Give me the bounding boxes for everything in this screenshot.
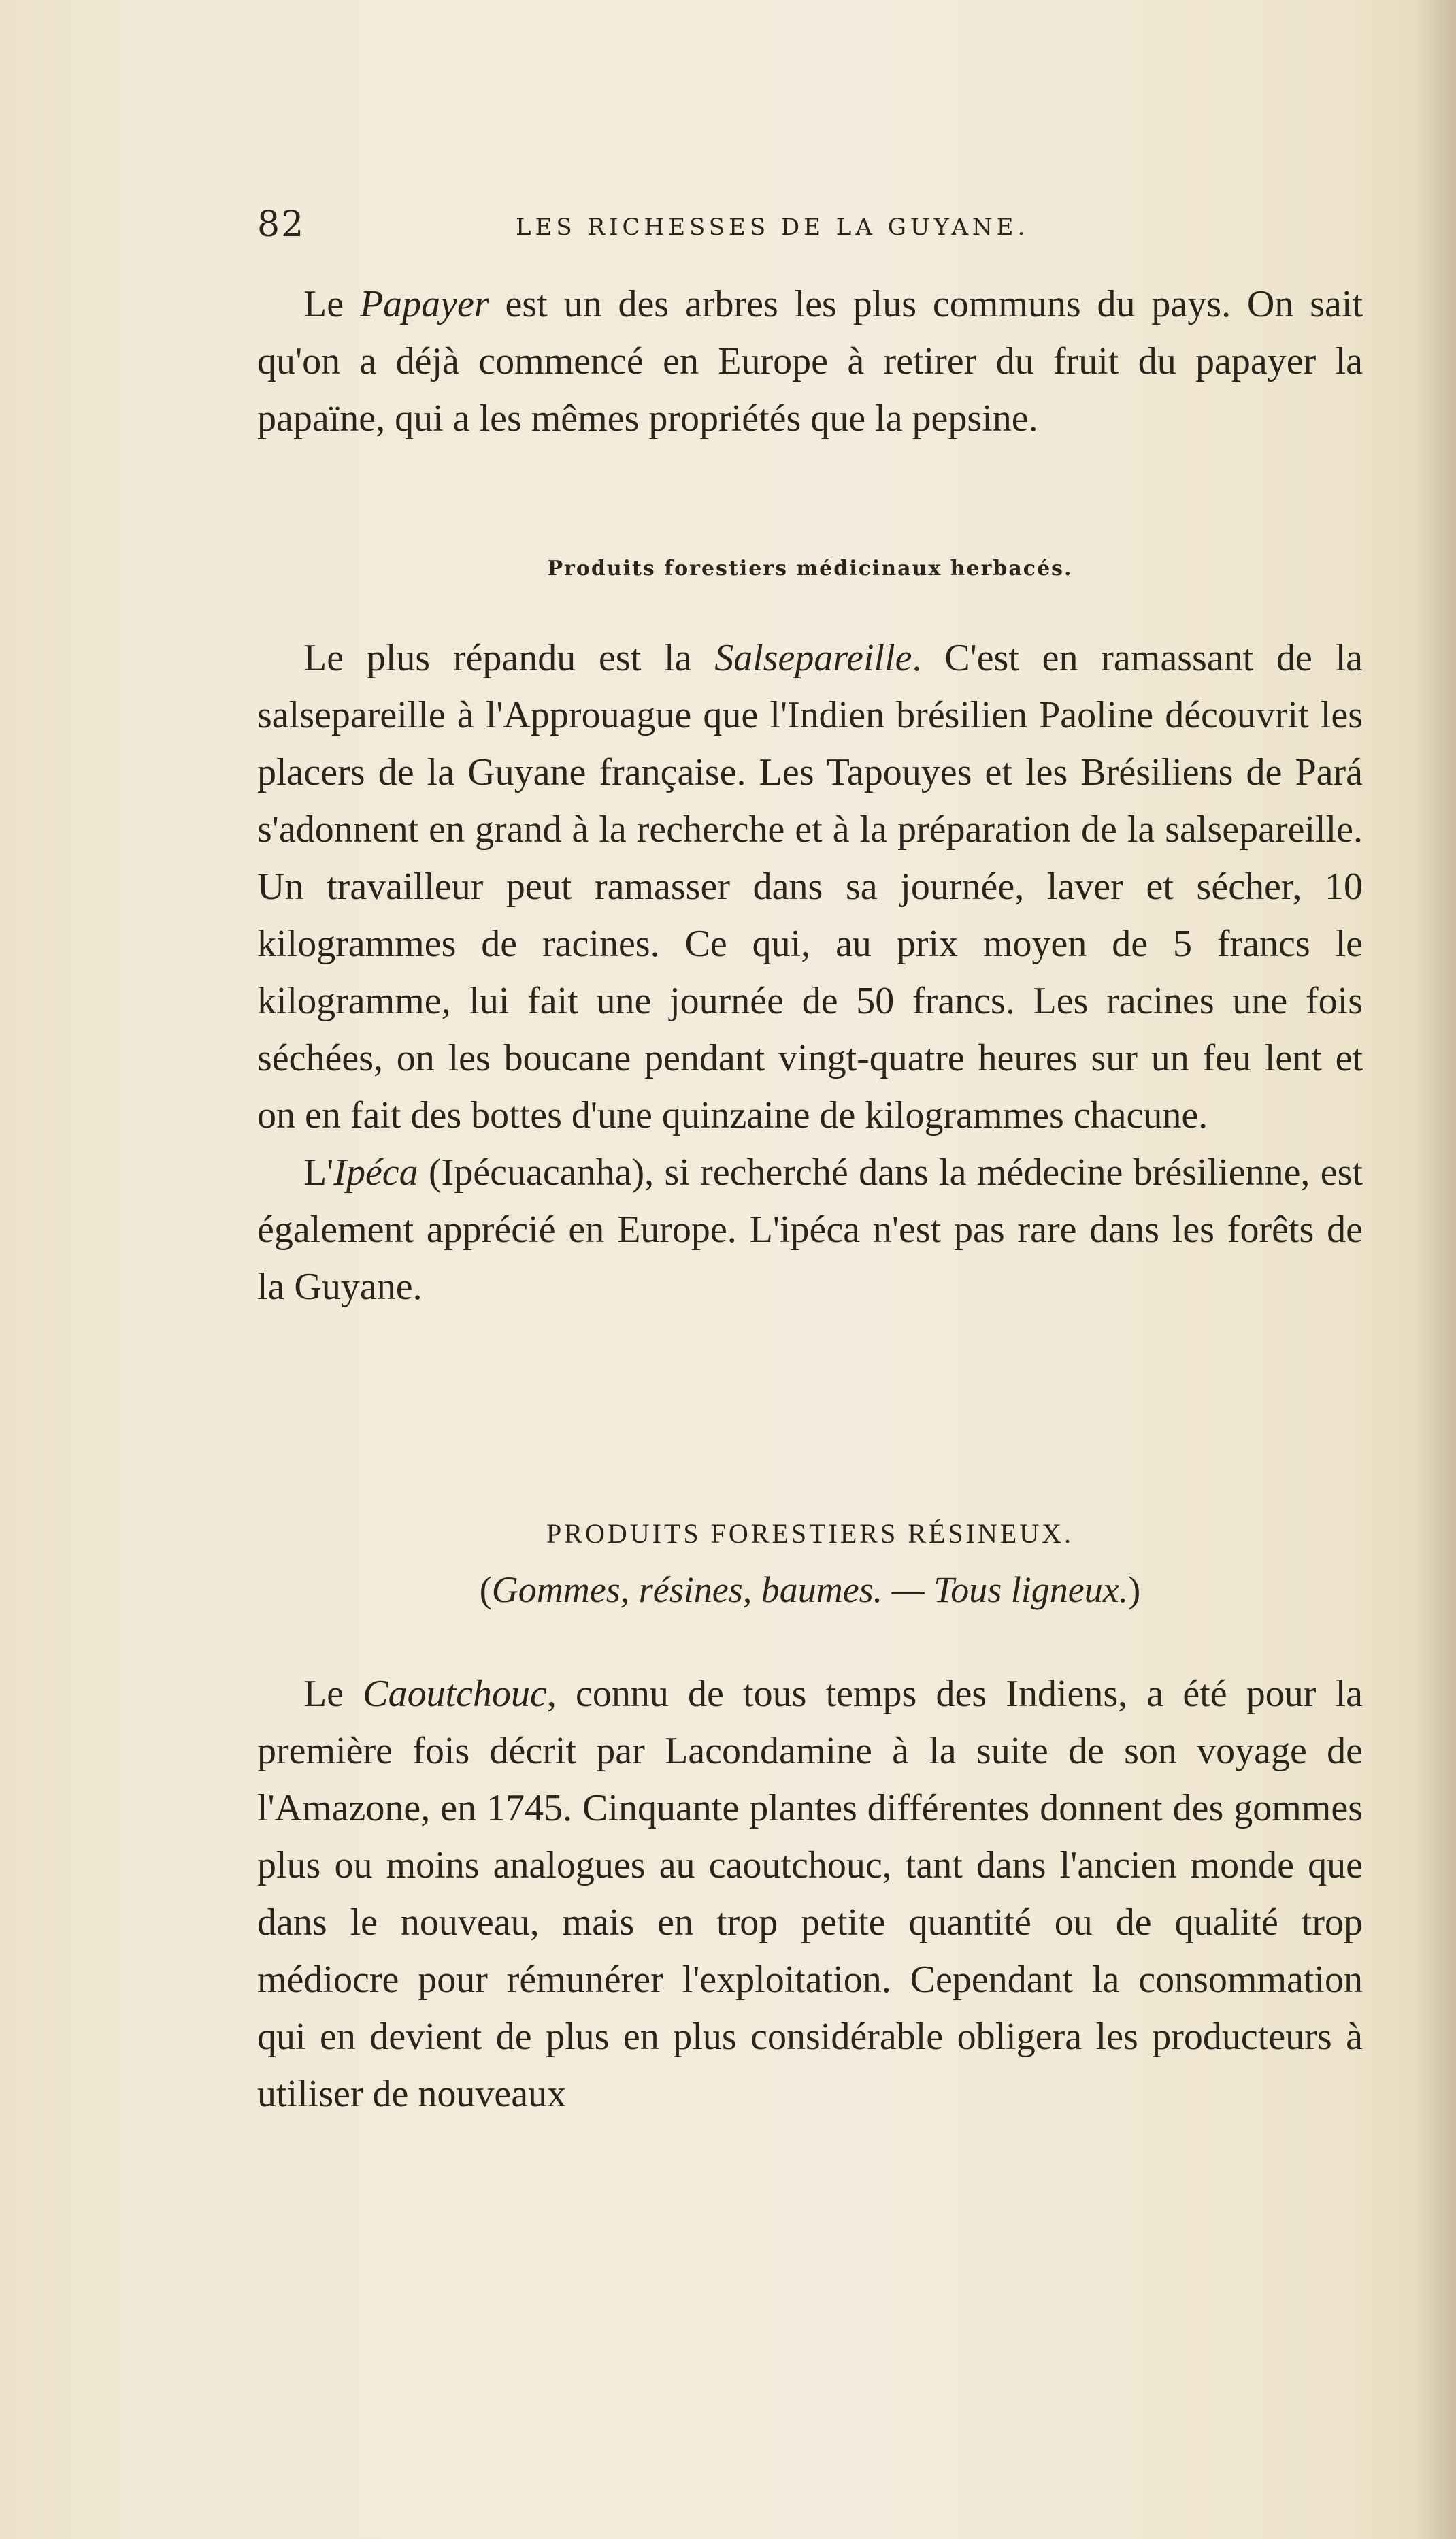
term-ipeca: Ipéca	[333, 1151, 418, 1194]
running-title: LES RICHESSES DE LA GUYANE.	[516, 214, 1029, 241]
term-papayer: Papayer	[359, 283, 489, 325]
term-salsepareille: Salsepareille	[714, 637, 912, 679]
page-number: 82	[257, 204, 305, 245]
paragraph-caoutchouc: Le Caoutchouc, connu de tous temps des Indiens, a été pour la première fois décrit par Lacondamine à la suite de son voyage de l'Amazone, en 1745. Cinquante plantes différentes donnent des gommes plus ou moins analogues au caoutchouc, tant dans l'ancien monde que dans le nouveau, mais en trop petite quantité ou de qualité trop médiocre pour rémunérer l'exploitation. Cependant la consommation qui en devient de plus en plus considérable obligera les producteurs à utiliser de nouveaux	[257, 1673, 1363, 2115]
section-heading-resinous: PRODUITS FORESTIERS RÉSINEUX.	[546, 1518, 1074, 1549]
paragraph-salsepareille: Le plus répandu est la Salsepareille. C'est en ramassant de la salsepareille à l'Approuague que l'Indien brésilien Paoline découvrit les placers de la Guyane française. Les Tapouyes et les Brésiliens de Pará s'adonnent en grand à la recherche et à la préparation de la salsepareille. Un travailleur peut ramasser dans sa journée, laver et sécher, 10 kilogrammes de racines. Ce qui, au prix moyen de 5 francs le kilogramme, lui fait une journée de 50 francs. Les racines une fois séchées, on les boucane pendant vingt-quatre heures sur un feu lent et on en fait des bottes d'une quinzaine de kilogrammes chacune. L'Ipéca (Ipécuacanha), si recherché dans la médecine brésilienne, est également apprécié en Europe. L'ipéca n'est pas rare dans les forêts de la Guyane.	[257, 629, 1363, 1315]
paragraph-papayer: Le Papayer est un des arbres les plus communs du pays. On sait qu'on a déjà commencé en Europe à retirer du fruit du papayer la papaïne, qui a les mêmes propriétés que la pepsine.	[257, 283, 1363, 440]
paragraph-ipeca: L'Ipéca (Ipécuacanha), si recherché dans la médecine brésilienne, est également apprécié en Europe. L'ipéca n'est pas rare dans les forêts de la Guyane.	[257, 1151, 1363, 1308]
section-subheading-resinous: (Gommes, résines, baumes. — Tous ligneux.)	[479, 1569, 1141, 1610]
page-header	[257, 204, 1359, 259]
term-caoutchouc: Caoutchouc	[363, 1673, 547, 1715]
page-edge-shadow	[1415, 0, 1456, 2539]
section-heading-medicinal: Produits forestiers médicinaux herbacés.	[547, 557, 1073, 580]
